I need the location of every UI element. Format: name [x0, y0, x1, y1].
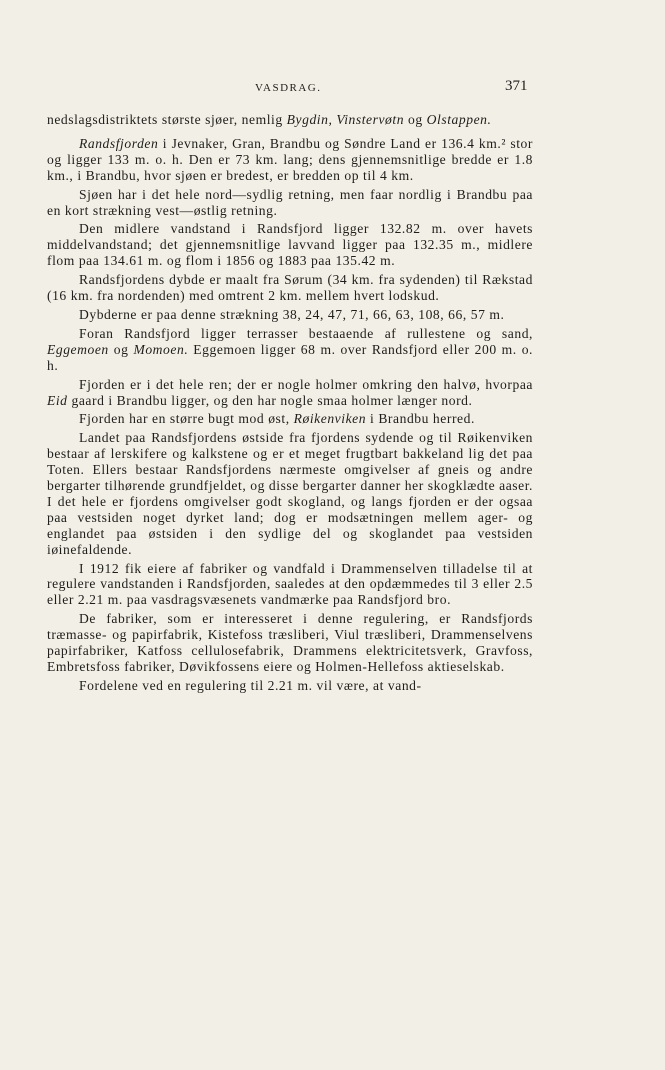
paragraph	[47, 377, 533, 409]
text-run: gaard i Brandbu ligger, og den har nogle smaa holmer længer nord.	[67, 392, 473, 408]
text-run: i Brandbu herred.	[366, 411, 475, 427]
italic-text: Olstappen.	[426, 112, 492, 127]
body-text	[47, 112, 533, 697]
paragraph	[47, 221, 533, 269]
text-run: og	[108, 341, 134, 357]
text-run: I 1912 fik eiere af fabriker og vandfald i Drammenselven tilladelse til at regulere vandstanden i Randsfjorden, saaledes at den opdæmmedes til 3 eller 2.5 eller 2.21 m. paa vasdragsvæsenets vandmærke paa Randsfjord bro.	[47, 560, 533, 608]
text-run: i Jevnaker, Gran, Brandbu og Søndre Land er 136.4 km.² stor og ligger 133 m. o. h. Den er 73 km. lang; dens gjennemsnitlige bredde er 1.8 km., i Brandbu, hvor sjøen er bredest, er bredden op til 4 km.	[47, 135, 533, 183]
paragraph	[47, 326, 533, 374]
paragraph	[47, 272, 533, 304]
paragraph	[47, 561, 533, 609]
text-run: Sjøen har i det hele nord—sydlig retning, men faar nordlig i Brandbu paa en kort strækning vest—østlig retning.	[47, 186, 533, 218]
paragraph	[47, 430, 533, 557]
running-header	[0, 78, 665, 102]
text-run: Fordelene ved en regulering til 2.21 m. vil være, at vand-	[79, 677, 422, 693]
text-run: Dybderne er paa denne strækning 38, 24, 47, 71, 66, 63, 108, 66, 57 m.	[79, 306, 505, 322]
paragraph	[47, 678, 533, 694]
text-run: Randsfjordens dybde er maalt fra Sørum (34 km. fra sydenden) til Rækstad (16 km. fra nordenden) med omtrent 2 km. mellem hvert lodskud.	[47, 272, 533, 304]
italic-text: Eggemoen	[47, 341, 109, 357]
italic-text: Bygdin, Vinstervøtn	[286, 112, 405, 127]
text-run: Den midlere vandstand i Randsfjord ligger 132.82 m. over havets middelvandstand; det gjennemsnitlige lavvand ligger paa 132.35 m., midlere flom paa 134.61 m. og flom i 1856 og 1883 paa 135.42 m.	[47, 221, 533, 269]
text-run: og	[404, 112, 427, 127]
italic-text: Eid	[47, 392, 68, 408]
header-title: VASDRAG.	[255, 82, 322, 94]
paragraph	[47, 112, 533, 128]
text-run: Fjorden er i det hele ren; der er nogle holmer omkring den halvø, hvorpaa	[79, 376, 533, 392]
paragraph	[47, 187, 533, 219]
text-run: Foran Randsfjord ligger terrasser bestaaende af rullestene og sand,	[79, 325, 533, 341]
italic-text: Momoen.	[133, 341, 189, 357]
text-run: Eggemoen ligger 68 m. over Randsfjord eller 200 m. o. h.	[47, 341, 534, 373]
paragraph	[47, 411, 533, 427]
paragraph	[47, 307, 533, 323]
text-run: Fjorden har en større bugt mod øst,	[79, 411, 294, 427]
paragraph	[47, 136, 533, 184]
italic-text: Røikenviken	[293, 411, 367, 427]
text-run: Landet paa Randsfjordens østside fra fjordens sydende og til Røikenviken bestaar af lerskifere og kalkstene og er et meget frugtbart bakkeland lig det paa Toten. Ellers bestaar Randsfjordens nærmeste omgivelser af gneis og andre bergarter tilhørende grundfjeldet, og disse bergarter danner her skogklædte aaser. I det hele er fjordens omgivelser godt skogland, og langs fjorden er der ogsaa paa vestsiden noget dyrket land; dog er modsætningen mellem ager- og englandet paa østsiden i den sydlige del og skoglandet paa vestsiden iøinefaldende.	[47, 430, 533, 557]
page-number: 371	[505, 78, 528, 94]
text-run: nedslagsdistriktets største sjøer, nemlig	[47, 112, 287, 127]
italic-text: Randsfjorden	[79, 135, 159, 151]
paragraph	[47, 611, 533, 675]
text-run: De fabriker, som er interesseret i denne regulering, er Randsfjords træmasse- og papirfabrik, Kistefoss træsliberi, Viul træsliberi, Drammenselvens papirfabriker, Katfoss cellulosefabrik, Drammens elektricitetsverk, Gravfoss, Embretsfoss fabriker, Døvikfossens eiere og Holmen-Hellefoss aktieselskab.	[47, 611, 533, 674]
